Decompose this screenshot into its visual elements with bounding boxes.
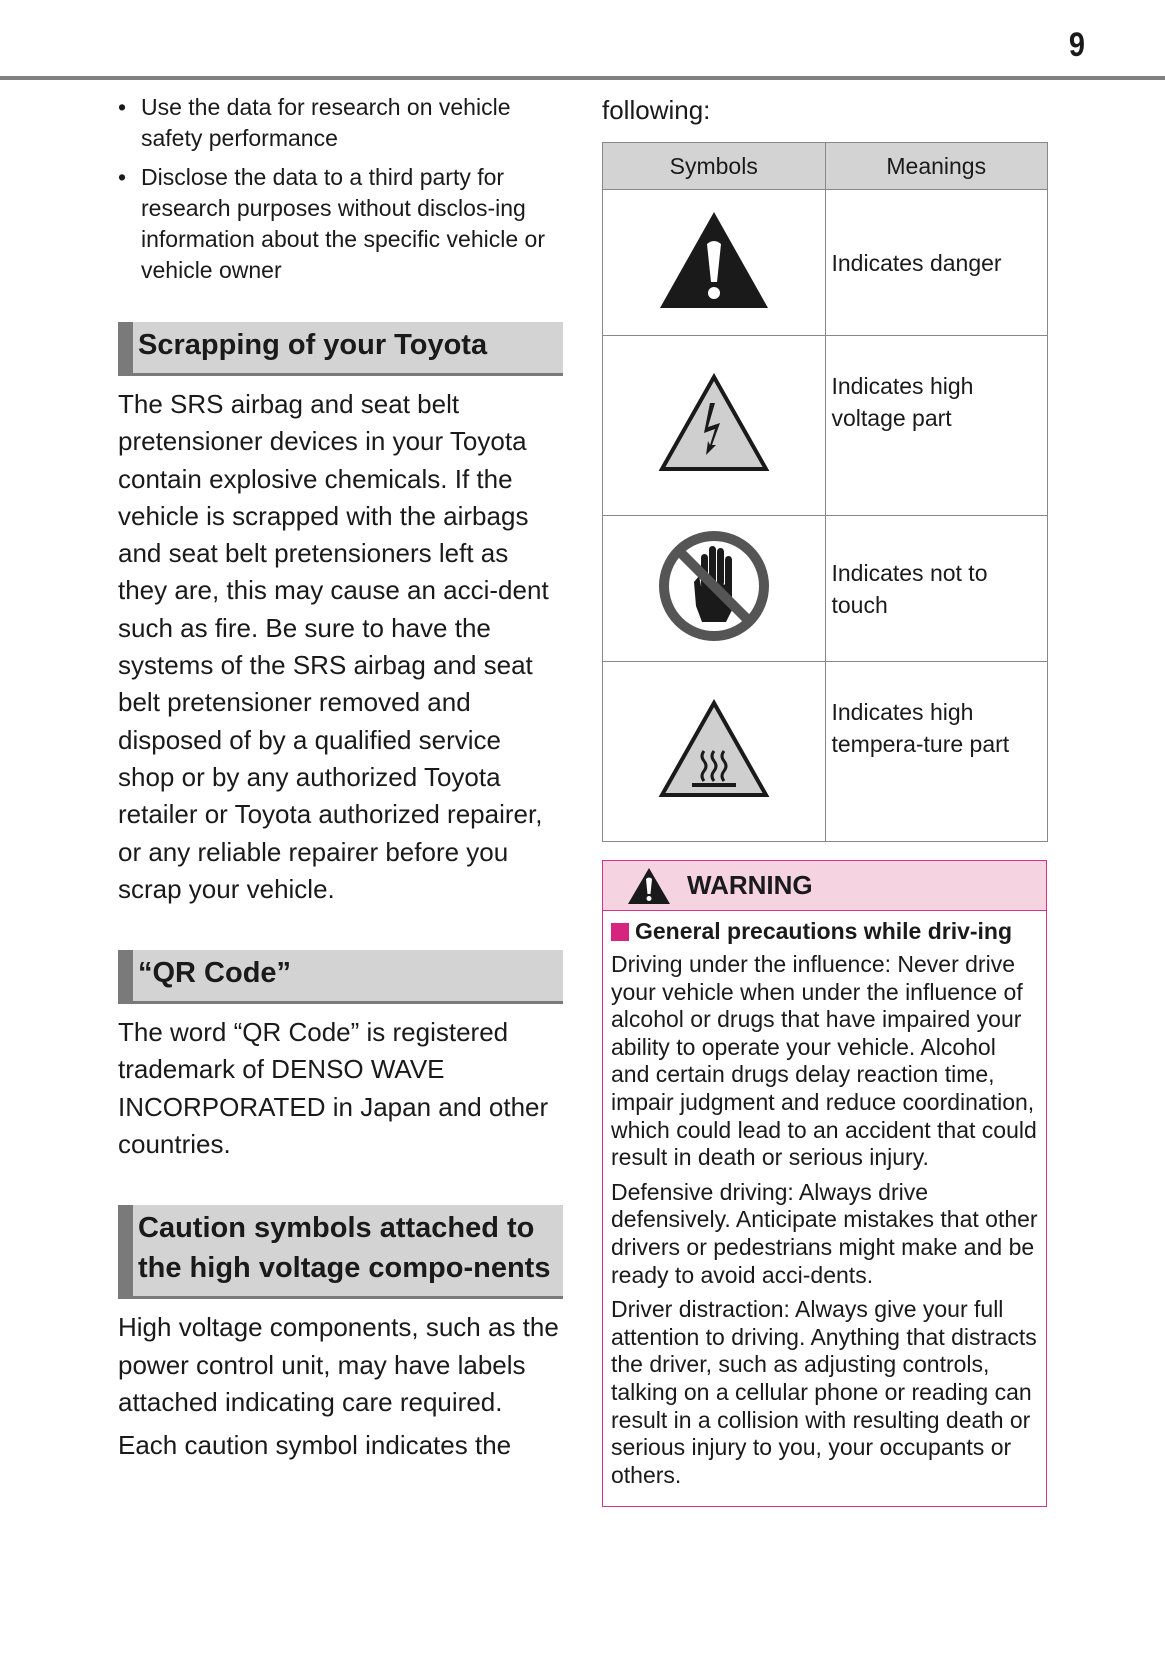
warning-box	[602, 860, 1047, 1507]
intro-text: following:	[602, 95, 711, 125]
meaning-cell: Indicates danger	[825, 190, 1048, 336]
section-heading-caution-symbols: Caution symbols attached to the high voltage compo-nents	[118, 1205, 563, 1299]
meaning-cell: Indicates high tempera-ture part	[825, 662, 1048, 842]
warning-paragraph-distraction: Driver distraction: Always give your full attention to driving. Anything that distracts the driver, such as adjusting controls, talking on a cellular phone or reading can result in a collision with resulting death or serious injury to you, your occupants or others.	[611, 1296, 1037, 1488]
table-row	[603, 190, 1048, 336]
symbol-cell	[603, 516, 826, 662]
bullet-item: • Disclose the data to a third party for research purposes without disclos-ing information about the specific vehicle or vehicle owner	[118, 164, 545, 283]
warning-body	[603, 911, 1046, 1506]
warning-subheading: General precautions while driv-ing	[611, 917, 1038, 945]
high-temperature-icon	[658, 699, 770, 799]
high-voltage-icon	[658, 373, 770, 473]
table-header-row	[603, 143, 1048, 190]
symbol-cell	[603, 662, 826, 842]
warning-header	[603, 861, 1046, 911]
caution-paragraph-1: High voltage components, such as the power control unit, may have labels attached indicating care required.	[118, 1312, 559, 1417]
qr-code-paragraph: The word “QR Code” is registered trademark of DENSO WAVE INCORPORATED in Japan and other countries.	[118, 1017, 549, 1160]
page-number: 9	[1068, 26, 1085, 64]
scrapping-paragraph: The SRS airbag and seat belt pretensioner devices in your Toyota contain explosive chemicals. If the vehicle is scrapped with the airbags and seat belt pretensioners left as they are, this may cause an acci-dent such as fire. Be sure to have the systems of the SRS airbag and seat belt pretensioner removed and disposed of by a qualified service shop or by any authorized Toyota retailer or Toyota authorized repairer, or any reliable repairer before you scrap your vehicle.	[118, 389, 549, 904]
do-not-touch-icon	[658, 530, 770, 642]
table-row	[603, 516, 1048, 662]
caution-paragraph-2: Each caution symbol indicates the	[118, 1430, 512, 1461]
table-row	[603, 336, 1048, 516]
symbol-cell	[603, 190, 826, 336]
table-row	[603, 662, 1048, 842]
bullet-dot-icon: •	[118, 164, 127, 190]
section-heading-qr-code: “QR Code”	[118, 950, 563, 1004]
warning-paragraph-dui: Driving under the influence: Never drive your vehicle when under the influence of alcohol or drugs that have impaired your ability to operate your vehicle. Alcohol and certain drugs delay reaction time, impair judgment and reduce coordination, which could lead to an accident that could result in death or serious injury.	[611, 951, 1037, 1171]
section-heading-scrapping: Scrapping of your Toyota	[118, 322, 563, 376]
danger-triangle-icon	[658, 210, 770, 310]
magenta-square-icon	[611, 923, 629, 941]
header-rule	[0, 76, 1165, 80]
symbol-cell	[603, 336, 826, 516]
column-header-symbols: Symbols	[603, 143, 826, 190]
bullet-item: • Use the data for research on vehicle safety performance	[118, 94, 511, 151]
warning-label: WARNING	[687, 870, 813, 900]
column-header-meanings: Meanings	[825, 143, 1048, 190]
warning-triangle-icon	[627, 867, 671, 905]
bullet-dot-icon: •	[118, 94, 127, 120]
meaning-cell: Indicates high voltage part	[825, 336, 1048, 516]
bullet-list	[118, 92, 563, 286]
meaning-cell: Indicates not to touch	[825, 516, 1048, 662]
right-column	[602, 92, 1048, 1507]
warning-paragraph-defensive: Defensive driving: Always drive defensively. Anticipate mistakes that other drivers or pedestrians might make and be ready to avoid acci-dents.	[611, 1178, 1038, 1288]
left-column	[118, 92, 563, 1465]
caution-symbols-table	[602, 142, 1048, 842]
